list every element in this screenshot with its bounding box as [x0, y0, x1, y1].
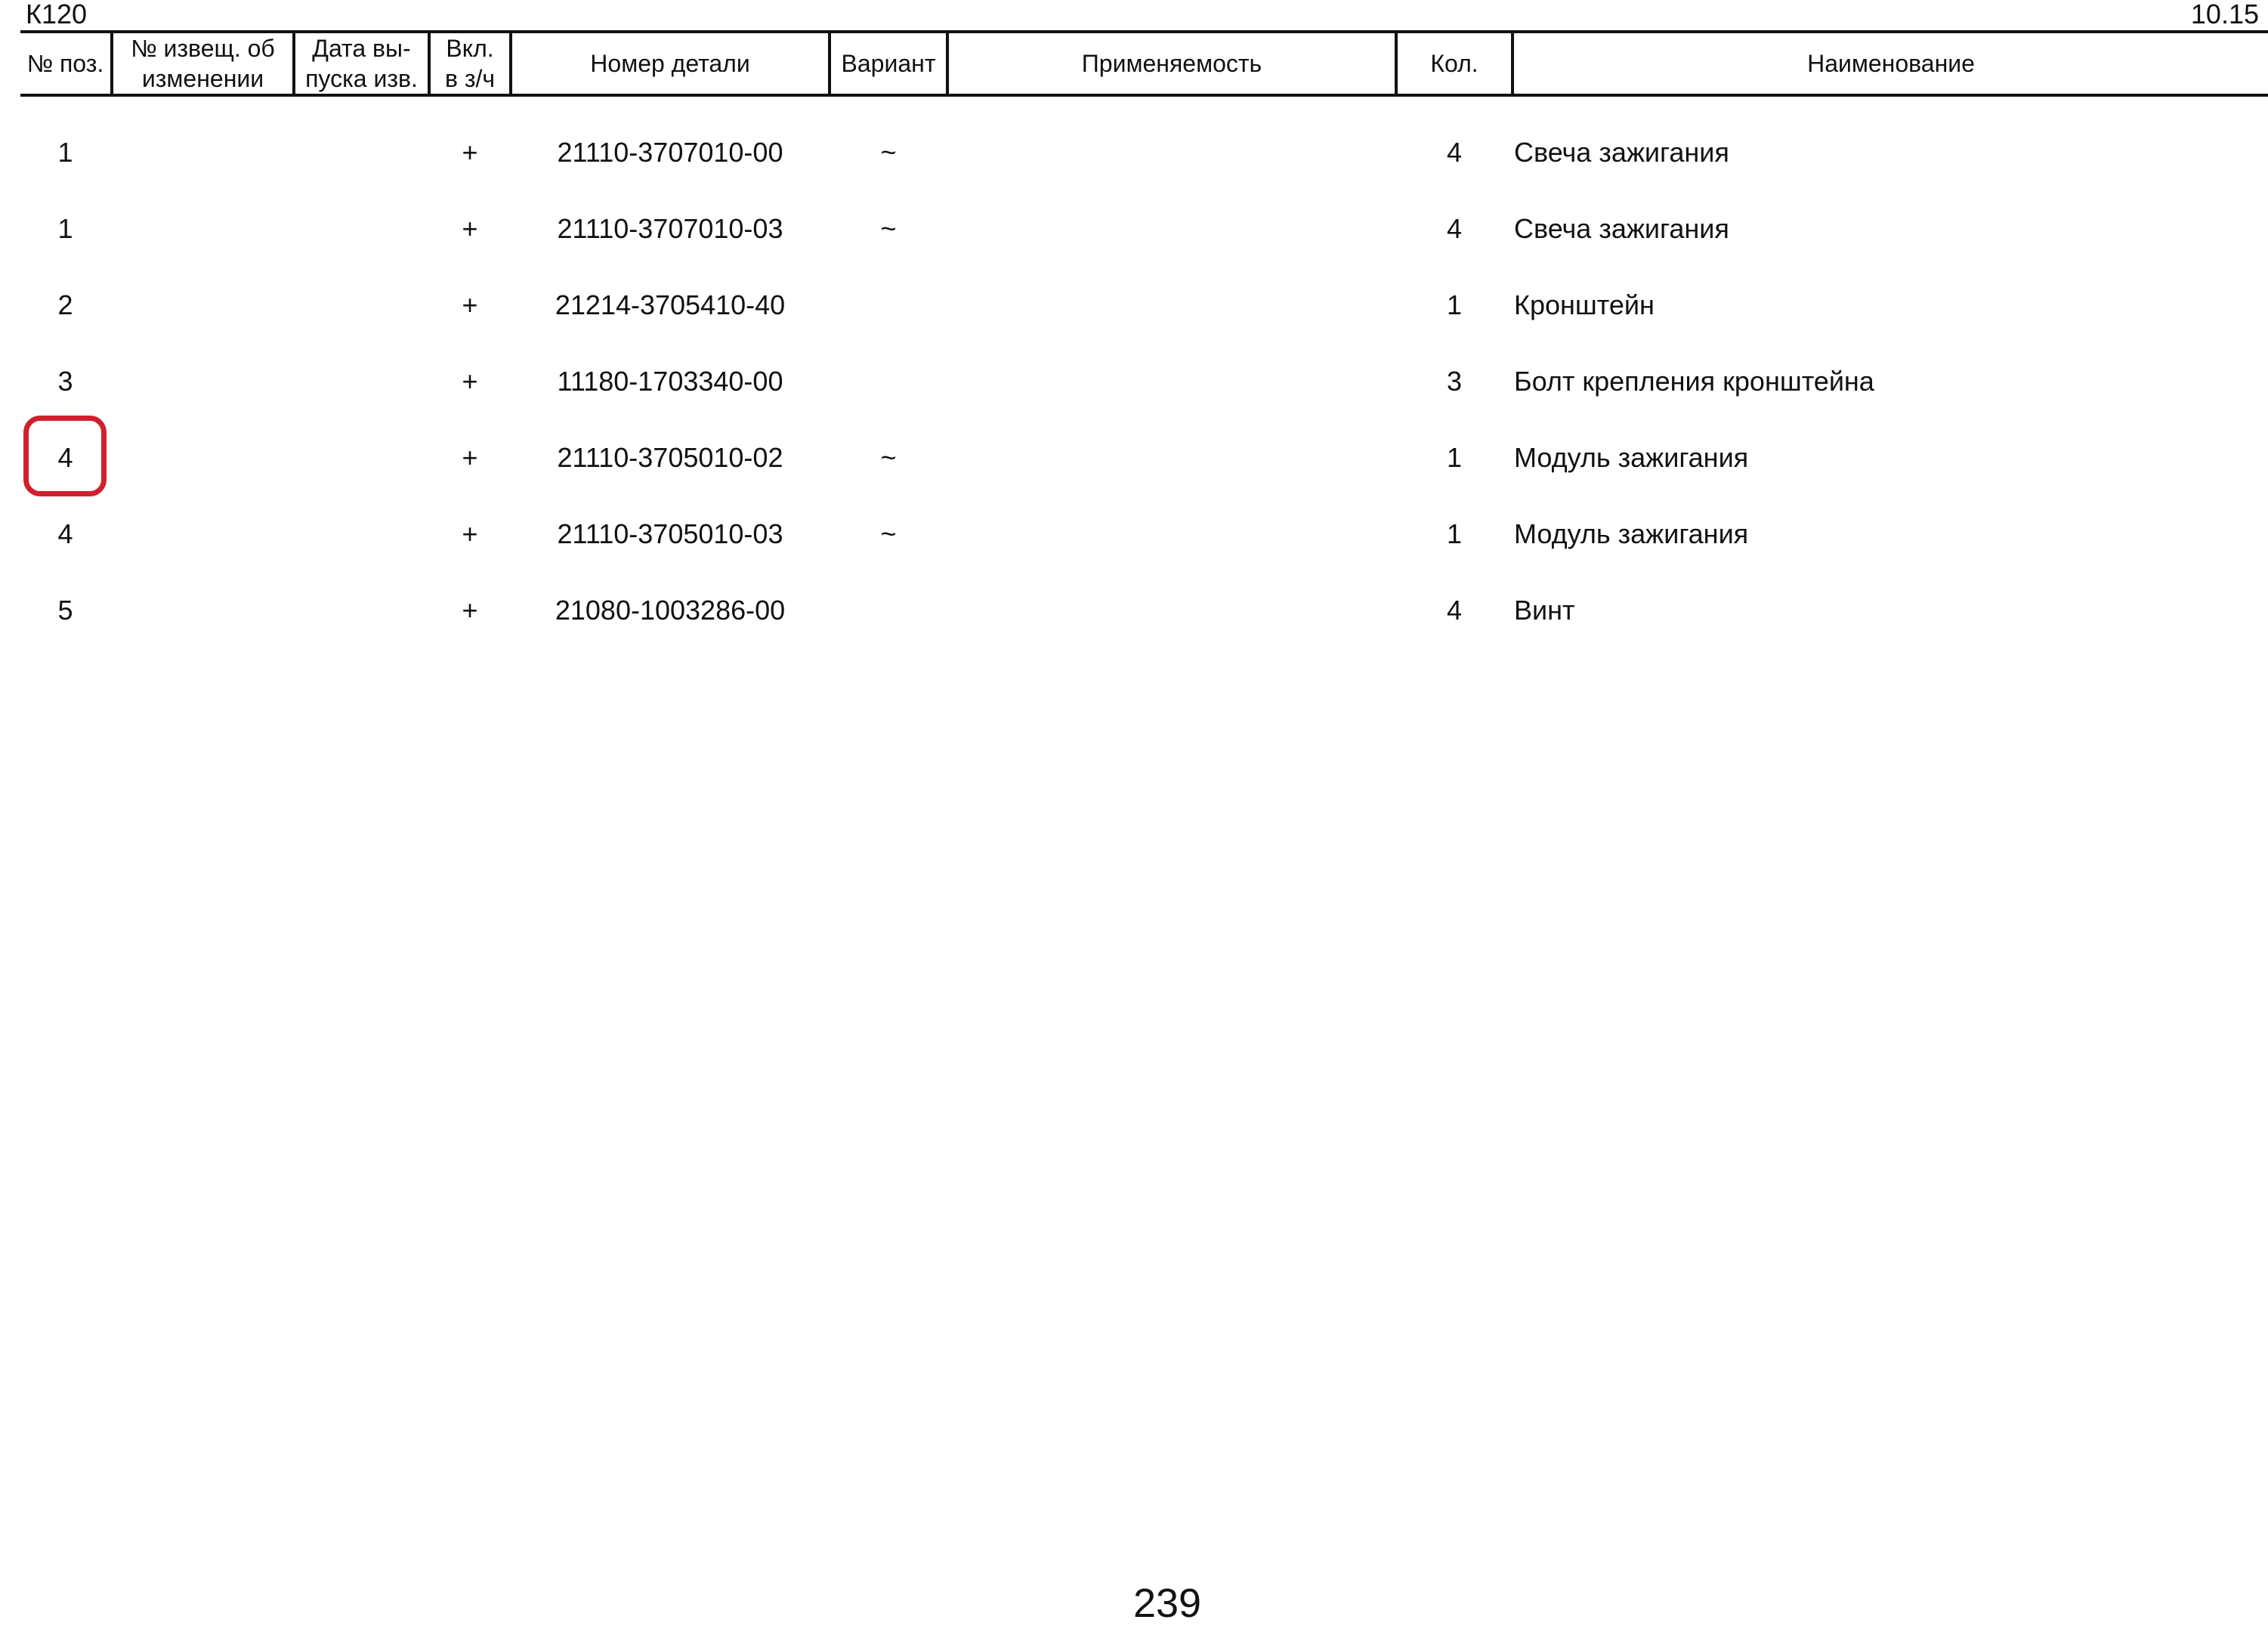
cell-quantity: 1 [1446, 289, 1463, 320]
cell-position: 1 [57, 213, 73, 244]
page-number: 239 [1132, 1581, 1202, 1626]
table-row [0, 359, 2268, 404]
cell-quantity: 4 [1446, 137, 1463, 168]
table-row [0, 435, 2268, 481]
table-row [0, 512, 2268, 557]
cell-included: + [462, 595, 478, 626]
cell-position: 2 [57, 289, 73, 320]
header-quantity-label: Кол. [1430, 50, 1479, 77]
cell-name: Болт крепления кронштейна [1514, 366, 1874, 397]
header-date-line1: Дата вы- [312, 35, 411, 62]
header-notice-line2: изменении [141, 65, 264, 92]
header-variant-label: Вариант [841, 50, 936, 77]
cell-name: Кронштейн [1514, 289, 1655, 320]
header-included-line2: в з/ч [444, 65, 496, 92]
header-included-line1: Вкл. [446, 35, 494, 62]
header-date-line2: пуска изв. [305, 65, 418, 92]
document-code: К120 [26, 0, 88, 29]
cell-variant: ~ [880, 137, 897, 168]
cell-name: Свеча зажигания [1514, 137, 1729, 168]
cell-quantity: 4 [1446, 595, 1463, 626]
table-row [0, 130, 2268, 175]
header-variant [831, 33, 946, 94]
cell-quantity: 1 [1446, 442, 1463, 473]
cell-quantity: 3 [1446, 366, 1463, 397]
cell-part-number: 21110-3707010-00 [557, 137, 783, 168]
cell-quantity: 1 [1446, 518, 1463, 549]
cell-variant [831, 283, 946, 328]
header-part-number [512, 33, 828, 94]
cell-name: Модуль зажигания [1514, 518, 1749, 549]
cell-variant [831, 588, 946, 633]
cell-part-number: 21110-3705010-02 [557, 442, 783, 473]
cell-name: Модуль зажигания [1514, 442, 1749, 473]
header-name [1514, 33, 2268, 94]
table-row [0, 588, 2268, 633]
cell-position: 1 [57, 137, 73, 168]
cell-included: + [462, 518, 478, 549]
header-position [20, 33, 110, 94]
header-notice-line1: № извещ. об [131, 35, 275, 62]
header-part-number-label: Номер детали [590, 50, 750, 77]
cell-position: 4 [57, 442, 73, 473]
cell-part-number: 21214-3705410-40 [555, 289, 786, 320]
header-name-label: Наименование [1807, 50, 1975, 77]
cell-variant: ~ [880, 518, 897, 549]
header-included [431, 33, 509, 94]
header-date [295, 33, 428, 94]
header-notice [113, 33, 292, 94]
cell-name: Винт [1514, 595, 1575, 626]
table-row [0, 206, 2268, 252]
cell-part-number: 11180-1703340-00 [557, 366, 783, 397]
cell-included: + [462, 442, 478, 473]
table-header [20, 30, 2268, 97]
cell-variant: ~ [880, 213, 897, 244]
cell-part-number: 21110-3705010-03 [557, 518, 783, 549]
header-quantity [1398, 33, 1511, 94]
cell-part-number: 21080-1003286-00 [555, 595, 786, 626]
cell-included: + [462, 366, 478, 397]
table-row [0, 283, 2268, 328]
cell-position: 4 [57, 518, 73, 549]
header-applicability-label: Применяемость [1081, 50, 1262, 77]
cell-quantity: 4 [1446, 213, 1463, 244]
cell-included: + [462, 213, 478, 244]
cell-included: + [462, 137, 478, 168]
cell-name: Свеча зажигания [1514, 213, 1729, 244]
header-position-label: № поз. [26, 50, 104, 77]
cell-position: 5 [57, 595, 73, 626]
cell-included: + [462, 289, 478, 320]
cell-position: 3 [57, 366, 73, 397]
cell-variant: ~ [880, 442, 897, 473]
cell-part-number: 21110-3707010-03 [557, 213, 783, 244]
cell-variant [831, 359, 946, 404]
highlight-box [23, 416, 107, 496]
header-applicability [949, 33, 1395, 94]
document-revision: 10.15 [2190, 0, 2259, 29]
